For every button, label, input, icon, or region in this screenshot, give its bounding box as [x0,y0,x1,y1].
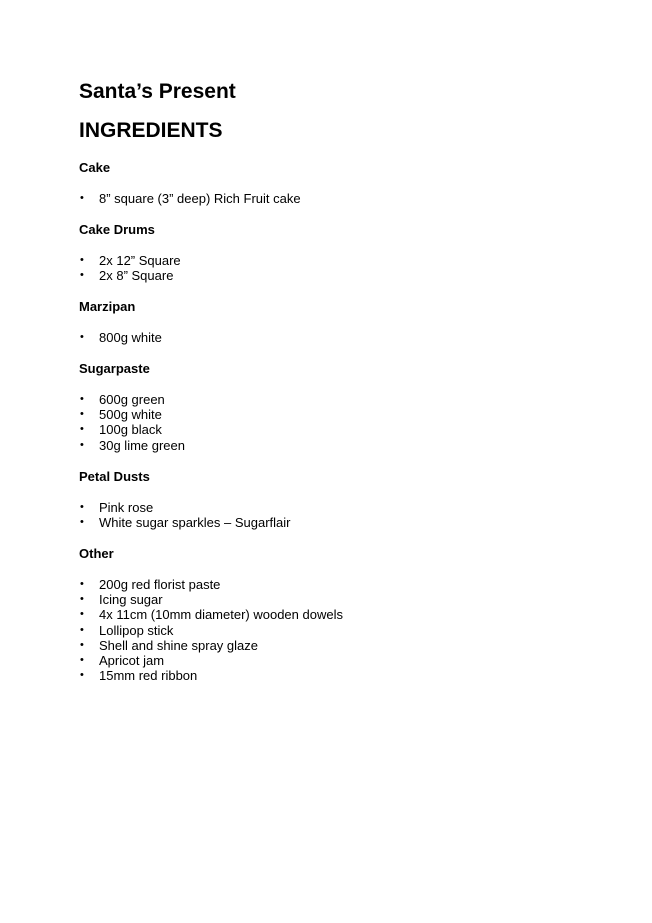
bullet-icon: • [80,331,84,343]
section-title: Other [79,546,114,561]
bullet-icon: • [80,269,84,282]
page-title: Santa’s Present [79,80,236,103]
bullet-icon: • [80,654,84,667]
ingredient-list [79,330,599,345]
section-cake-drums [79,222,599,283]
list-item [79,623,599,638]
section-petal-dusts [79,469,599,530]
list-item [79,422,599,437]
section-other [79,546,599,683]
ingredient-list [79,253,599,283]
bullet-icon: • [80,516,84,529]
item-text: Icing sugar [99,592,163,608]
bullet-icon: • [80,669,84,682]
section-title: Petal Dusts [79,469,150,484]
list-item [79,392,599,407]
list-item [79,438,599,453]
item-text: 4x 11cm (10mm diameter) wooden dowels [99,607,343,623]
item-text: 800g white [99,330,162,345]
item-text: 100g black [99,422,162,438]
bullet-icon: • [80,608,84,621]
ingredient-list [79,392,599,453]
bullet-icon: • [80,423,84,436]
list-item [79,191,599,206]
section-title: Cake Drums [79,222,155,237]
bullet-icon: • [80,578,84,590]
bullet-icon: • [80,593,84,606]
item-text: 2x 8” Square [99,268,174,284]
list-item [79,407,599,422]
section-title: Marzipan [79,299,136,314]
bullet-icon: • [80,623,84,636]
item-text: Lollipop stick [99,622,174,638]
item-text: Apricot jam [99,653,165,669]
bullet-icon: • [80,438,84,451]
item-text: 600g green [99,392,165,407]
section-title: Sugarpaste [79,361,150,376]
list-item [79,500,599,515]
item-text: 8” square (3” deep) Rich Fruit cake [99,191,301,206]
bullet-icon: • [80,393,84,405]
item-text: 15mm red ribbon [99,668,198,684]
list-item [79,607,599,622]
section-sugarpaste [79,361,599,453]
bullet-icon: • [80,501,84,513]
list-item [79,592,599,607]
item-text: Pink rose [99,500,154,515]
ingredient-list [79,191,599,206]
bullet-icon: • [80,638,84,651]
list-item [79,515,599,530]
bullet-icon: • [80,408,84,421]
list-item [79,253,599,268]
item-text: 2x 12” Square [99,253,181,268]
item-text: 30g lime green [99,437,185,453]
section-marzipan [79,299,599,345]
list-item [79,653,599,668]
section-title: Cake [79,160,111,175]
ingredients-heading: INGREDIENTS [79,119,223,142]
list-item [79,668,599,683]
bullet-icon: • [80,254,84,266]
item-text: Shell and shine spray glaze [99,637,258,653]
item-text: White sugar sparkles – Sugarflair [99,515,291,531]
item-text: 500g white [99,407,162,423]
item-text: 200g red florist paste [99,577,221,592]
ingredient-list [79,577,599,683]
bullet-icon: • [80,192,84,204]
list-item [79,577,599,592]
list-item [79,638,599,653]
list-item [79,330,599,345]
list-item [79,268,599,283]
ingredient-list [79,500,599,530]
section-cake [79,160,599,206]
